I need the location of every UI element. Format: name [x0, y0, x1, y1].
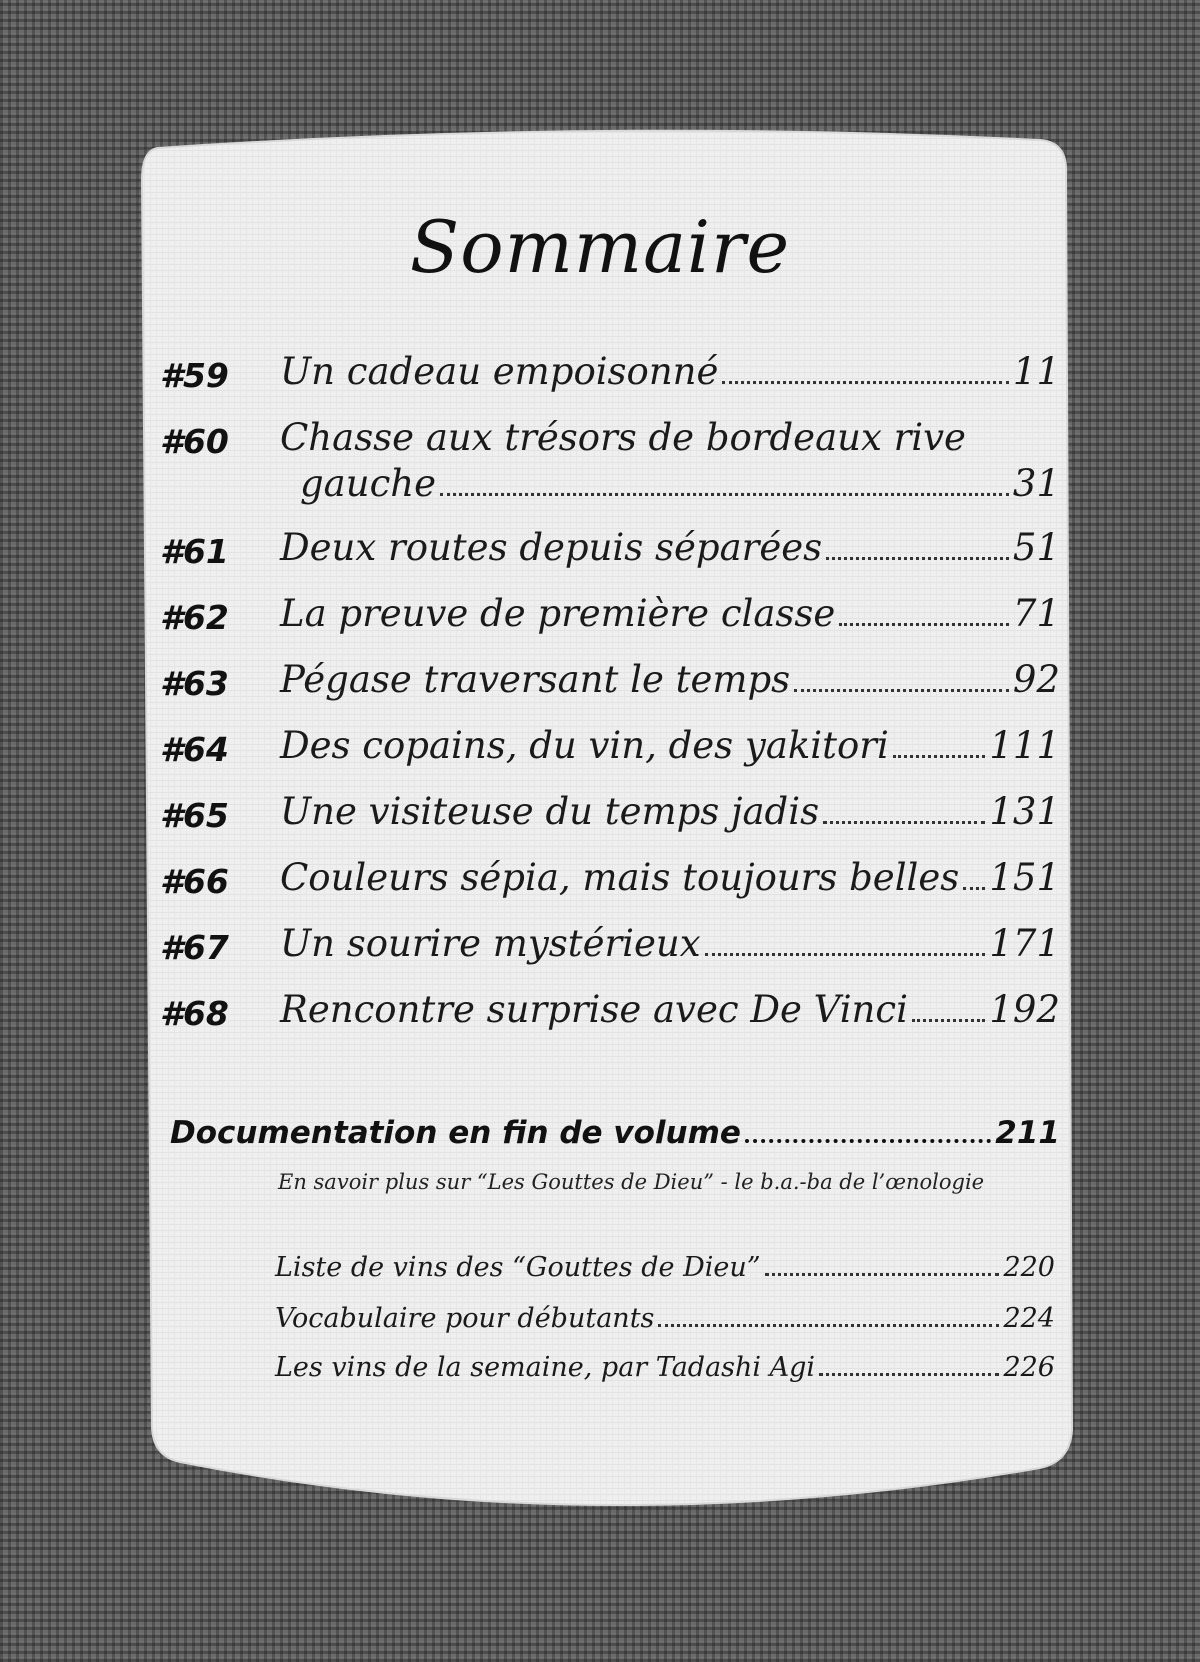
toc-entry — [160, 922, 1060, 992]
leader-dots — [440, 492, 1009, 496]
toc-entry — [160, 416, 1060, 516]
chapter-number: #68 — [160, 994, 229, 1033]
leader-dots — [658, 1323, 999, 1327]
chapter-title-continued: gauche — [300, 462, 437, 505]
chapter-title: Un sourire mystérieux — [280, 922, 701, 965]
chapter-number: #59 — [160, 356, 229, 395]
chapter-title: Chasse aux trésors de bordeaux rive — [280, 416, 966, 459]
leader-dots — [826, 556, 1009, 560]
appendix-title: Liste de vins des “Gouttes de Dieu” — [275, 1252, 761, 1283]
appendix-entry — [275, 1303, 1055, 1334]
page-number: 92 — [1012, 658, 1060, 701]
chapter-title: Rencontre surprise avec De Vinci — [280, 988, 908, 1031]
page-number: 151 — [989, 856, 1060, 899]
toc-entry — [160, 350, 1060, 420]
documentation-subtitle: En savoir plus sur “Les Gouttes de Dieu” - le b.a.-ba de l’œnologie — [278, 1170, 985, 1194]
leader-dots — [745, 1138, 991, 1143]
page-number: 51 — [1012, 526, 1060, 569]
appendix-page: 224 — [1003, 1303, 1055, 1334]
chapter-title: Deux routes depuis séparées — [280, 526, 823, 569]
toc-entry — [160, 592, 1060, 662]
page-number: 131 — [989, 790, 1060, 833]
page-number: 71 — [1012, 592, 1060, 635]
leader-dots — [819, 1372, 999, 1376]
appendix-page: 226 — [1003, 1352, 1055, 1383]
leader-dots — [765, 1272, 1000, 1276]
page-number: 192 — [989, 988, 1060, 1031]
toc-entry — [160, 988, 1060, 1058]
appendix-title: Vocabulaire pour débutants — [275, 1303, 655, 1334]
leader-dots — [963, 886, 985, 890]
chapter-number: #64 — [160, 730, 229, 769]
chapter-title: Couleurs sépia, mais toujours belles — [280, 856, 960, 899]
leader-dots — [912, 1018, 985, 1022]
chapter-number: #62 — [160, 598, 229, 637]
chapter-number: #60 — [160, 422, 229, 461]
documentation-title: Documentation en fin de volume — [170, 1115, 741, 1151]
leader-dots — [893, 754, 986, 758]
page-number: 111 — [989, 724, 1060, 767]
page-number: 11 — [1012, 350, 1060, 393]
appendix-page: 220 — [1003, 1252, 1055, 1283]
chapter-title: Des copains, du vin, des yakitori — [280, 724, 889, 767]
toc-entry — [160, 658, 1060, 728]
chapter-number: #63 — [160, 664, 229, 703]
chapter-title: La preuve de première classe — [280, 592, 836, 635]
appendix-entry — [275, 1252, 1055, 1283]
chapter-title: Un cadeau empoisonné — [280, 350, 719, 393]
toc-entry — [160, 724, 1060, 794]
toc-entry — [160, 856, 1060, 926]
toc-entry — [160, 526, 1060, 596]
appendix-entry — [275, 1352, 1055, 1383]
chapter-title: Pégase traversant le temps — [280, 658, 791, 701]
leader-dots — [722, 380, 1009, 384]
leader-dots — [839, 622, 1009, 626]
page-title: Sommaire — [409, 205, 791, 289]
chapter-number: #65 — [160, 796, 229, 835]
appendix-title: Les vins de la semaine, par Tadashi Agi — [275, 1352, 816, 1383]
documentation-page: 211 — [995, 1115, 1060, 1151]
leader-dots — [823, 820, 985, 824]
leader-dots — [794, 688, 1009, 692]
leader-dots — [705, 952, 986, 956]
page-number: 31 — [1012, 462, 1060, 505]
documentation-entry — [170, 1115, 1060, 1151]
chapter-number: #67 — [160, 928, 229, 967]
chapter-number: #66 — [160, 862, 229, 901]
chapter-title: Une visiteuse du temps jadis — [280, 790, 820, 833]
toc-entry — [160, 790, 1060, 860]
chapter-number: #61 — [160, 532, 229, 571]
page-number: 171 — [989, 922, 1060, 965]
